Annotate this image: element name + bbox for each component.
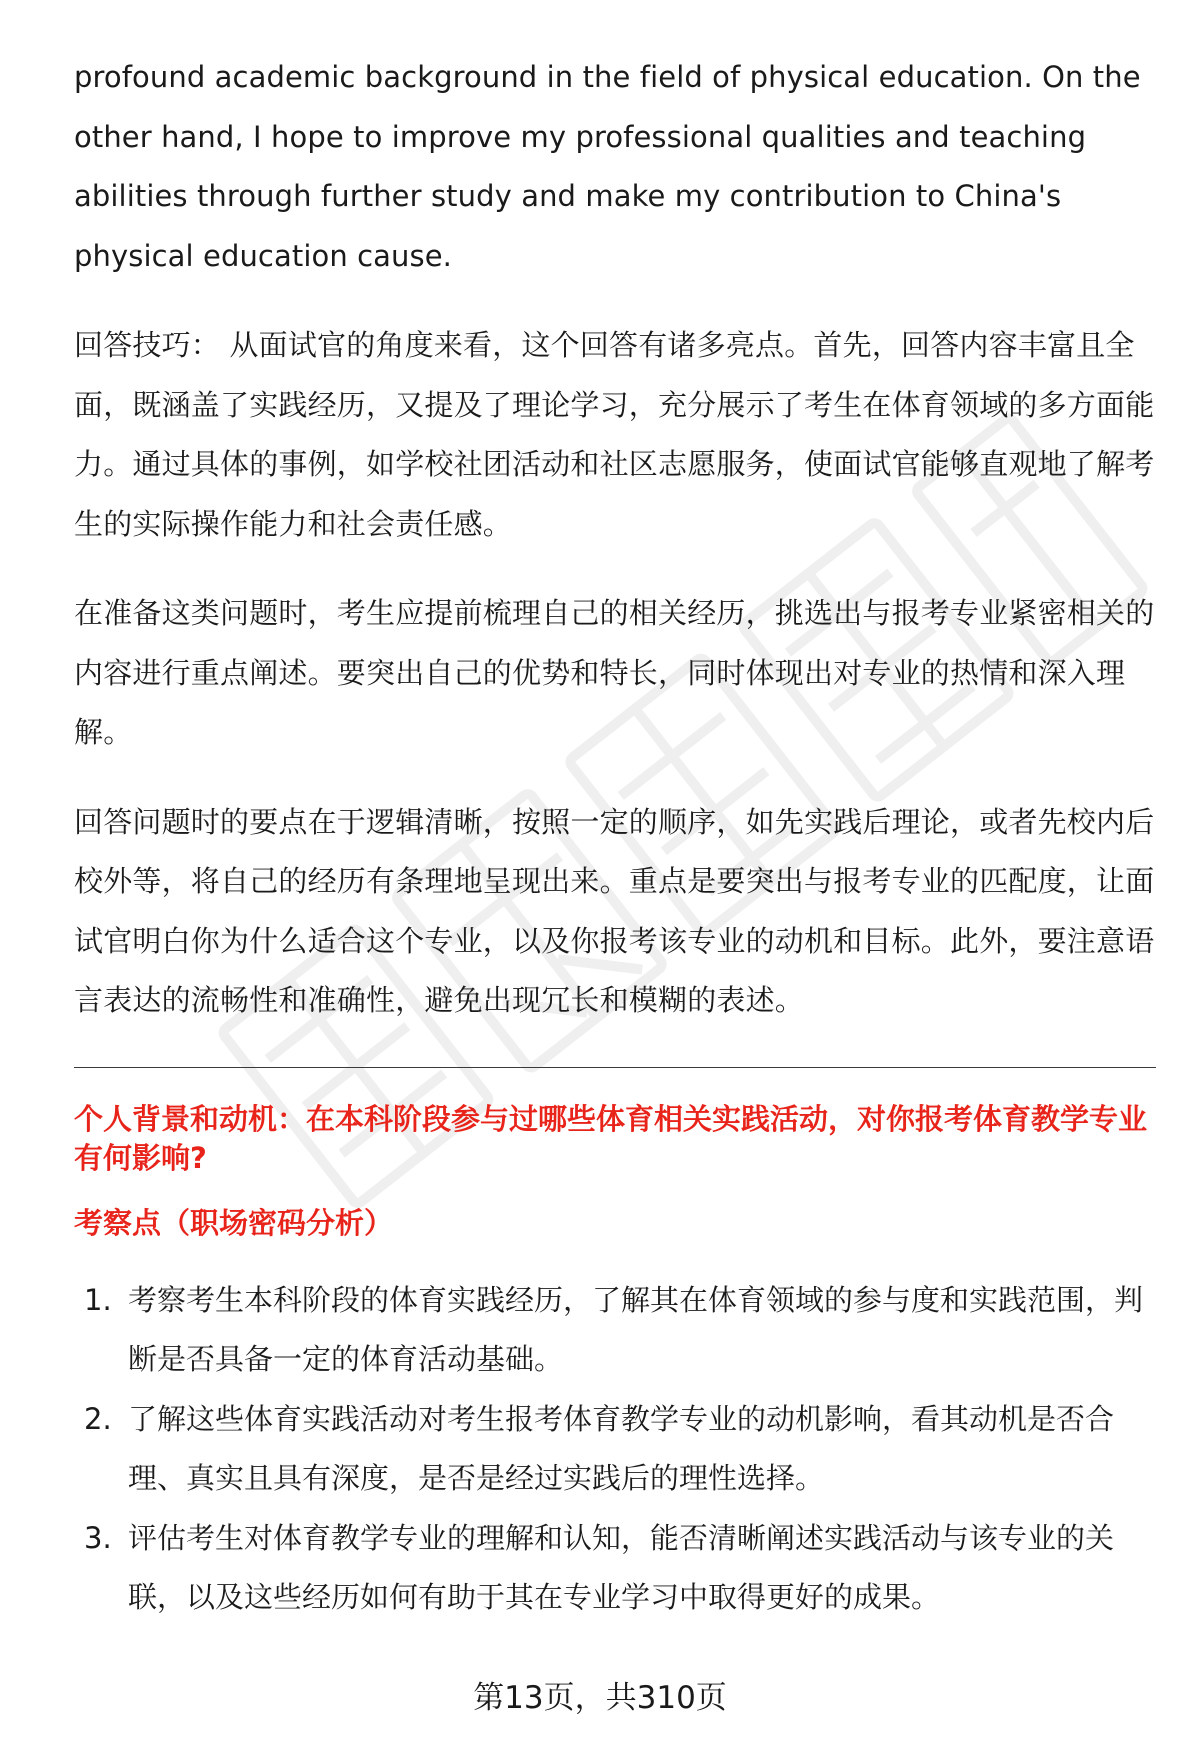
assessment-points-list (74, 1271, 1156, 1628)
list-item-text: 评估考生对体育教学专业的理解和认知，能否清晰阐述实践活动与该专业的关联，以及这些经历如何有助于其在专业学习中取得更好的成果。 (128, 1520, 1115, 1614)
question-heading: 个人背景和动机：在本科阶段参与过哪些体育相关实践活动，对你报考体育教学专业有何影响? (74, 1101, 1148, 1175)
list-item-text: 考察考生本科阶段的体育实践经历，了解其在体育领域的参与度和实践范围，判断是否具备一定的体育活动基础。 (128, 1282, 1144, 1376)
assessment-points-title: 考察点（职场密码分析） (74, 1205, 394, 1240)
page-number-footer: 第13页，共310页 (473, 1680, 727, 1716)
list-item (74, 1390, 1156, 1509)
list-item-number: 1. (84, 1282, 112, 1317)
key-points-paragraph: 回答问题时的要点在于逻辑清晰，按照一定的顺序，如先实践后理论，或者先校内后校外等，将自己的经历有条理地呈现出来。重点是要突出与报考专业的匹配度，让面试官明白你为什么适合这个专业，以及你报考该专业的动机和目标。此外，要注意语言表达的流畅性和准确性，避免出现冗长和模糊的表述。 (74, 804, 1155, 1017)
document-page (74, 48, 1156, 1628)
list-item (74, 1509, 1156, 1628)
list-item (74, 1271, 1156, 1390)
list-item-text: 了解这些体育实践活动对考生报考体育教学专业的动机影响，看其动机是否合理、真实且具有深度，是否是经过实践后的理性选择。 (128, 1401, 1115, 1495)
answer-tips-paragraph: 回答技巧： 从面试官的角度来看，这个回答有诸多亮点。首先，回答内容丰富且全面，既涵盖了实践经历，又提及了理论学习，充分展示了考生在体育领域的多方面能力。通过具体的事例，如学校社团活动和社区志愿服务，使面试官能够直观地了解考生的实际操作能力和社会责任感。 (74, 328, 1155, 541)
preparation-paragraph: 在准备这类问题时，考生应提前梳理自己的相关经历，挑选出与报考专业紧密相关的内容进行重点阐述。要突出自己的优势和特长，同时体现出对专业的热情和深入理解。 (74, 596, 1155, 749)
section-divider (74, 1067, 1156, 1068)
list-item-number: 3. (84, 1520, 112, 1555)
list-item-number: 2. (84, 1401, 112, 1436)
english-answer-paragraph: profound academic background in the field of physical education. On the other hand, I hope to improve my professional qualities and teaching abilities through further study and make my contribution to China's physical education cause. (74, 60, 1141, 273)
